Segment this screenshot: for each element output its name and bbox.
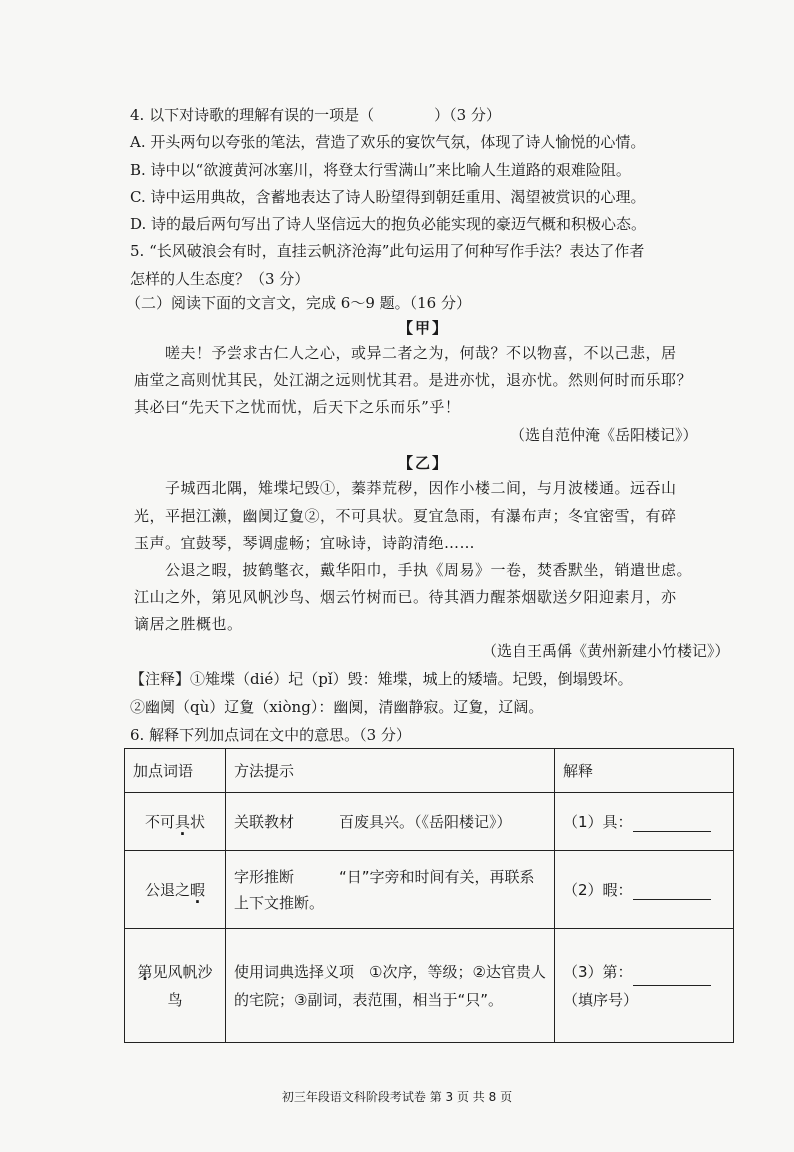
answer-cell[interactable] [555, 793, 734, 851]
table-header-row [125, 749, 734, 793]
header-word: 加点词语 [125, 749, 226, 793]
word-text: 状 [190, 813, 206, 831]
answer-label: （2）暇： [563, 881, 633, 899]
hint-cell: 使用词典选择义项 ①次序，等级；②达官贵人的宅院；③副词，表范围，相当于“只”。 [226, 929, 555, 1043]
table-row [125, 851, 734, 929]
question-6-stem: 6. 解释下列加点词在文中的意思。（3 分） [130, 726, 411, 744]
passage-yi-heading: 【乙】 [398, 454, 450, 472]
annotation-line-2: ②幽阒（qù）辽夐（xiòng）：幽阒，清幽静寂。辽夐，辽阔。 [130, 698, 544, 716]
passage-yi-line: 公退之暇，披鹤氅衣，戴华阳巾，手执《周易》一卷，焚香默坐，销遣世虑。 [134, 561, 693, 579]
answer-label: （1）具： [563, 813, 633, 831]
word-text: 不可 [144, 813, 175, 831]
question-4-option-a: A. 开头两句以夸张的笔法，营造了欢乐的宴饮气氛，体现了诗人愉悦的心情。 [130, 133, 646, 151]
question-5-line-2: 怎样的人生态度？（3 分） [130, 270, 310, 288]
answer-instruction: （填序号） [563, 990, 639, 1009]
word-cell [125, 851, 226, 929]
passage-jia-line: 嗟夫！予尝求古仁人之心，或异二者之为，何哉？不以物喜，不以己悲，居 [134, 344, 677, 362]
page-footer: 初三年段语文科阶段考试卷 第 3 页 共 8 页 [281, 1090, 513, 1104]
passage-jia-line: 其必曰“先天下之忧而忧，后天下之乐而乐”乎！ [134, 398, 461, 416]
answer-label: （3）第： [563, 962, 633, 981]
passage-yi-line: 光，平挹江濑，幽阒辽夐②，不可具状。夏宜急雨，有瀑布声；冬宜密雪，有碎 [134, 507, 677, 525]
answer-blank[interactable] [633, 885, 711, 900]
word-cell [125, 929, 226, 1043]
passage-yi-line: 谪居之胜概也。 [134, 615, 243, 633]
answer-blank[interactable] [633, 817, 711, 832]
header-hint: 方法提示 [226, 749, 555, 793]
question-6-table [124, 748, 734, 1043]
passage-jia-heading: 【甲】 [398, 319, 450, 337]
word-text: 公退之 [144, 881, 190, 899]
question-5-line-1: 5. “长风破浪会有时，直挂云帆济沧海”此句运用了何种写作手法？表达了作者 [130, 242, 645, 260]
section-2-title: （二）阅读下面的文言文，完成 6～9 题。（16 分） [126, 294, 471, 312]
passage-yi-source: （选自王禹偁《黄州新建小竹楼记》） [482, 642, 730, 660]
passage-yi-line: 江山之外，第见风帆沙鸟、烟云竹树而已。待其酒力醒茶烟歇送夕阳迎素月，亦 [134, 588, 677, 606]
answer-cell[interactable] [555, 851, 734, 929]
annotation-line-1: 【注释】①雉堞（dié）圮（pǐ）毁：雉堞，城上的矮墙。圮毁，倒塌毁坏。 [130, 670, 633, 688]
word-text: 见风帆沙鸟 [152, 962, 213, 1009]
dotted-char: 具 [174, 813, 190, 831]
hint-cell: 关联教材 百废具兴。（《岳阳楼记》） [226, 793, 555, 851]
word-cell [125, 793, 226, 851]
passage-yi-line: 玉声。宜鼓琴，琴调虚畅；宜咏诗，诗韵清绝…… [134, 534, 476, 552]
passage-jia-source: （选自范仲淹《岳阳楼记》） [510, 426, 698, 444]
question-4-stem: 4. 以下对诗歌的理解有误的一项是（ ）（3 分） [130, 106, 501, 124]
passage-jia-line: 庙堂之高则忧其民，处江湖之远则忧其君。是进亦忧，退亦忧。然则何时而乐耶？ [134, 371, 693, 389]
table-row [125, 929, 734, 1043]
answer-cell[interactable] [555, 929, 734, 1043]
dotted-char: 暇 [190, 881, 206, 899]
passage-yi-line: 子城西北隅，雉堞圮毁①，蓁莽荒秽，因作小楼二间，与月波楼通。远吞山 [134, 479, 677, 497]
hint-cell: 字形推断 “日”字旁和时间有关，再联系上下文推断。 [226, 851, 555, 929]
answer-blank[interactable] [633, 971, 711, 986]
header-answer: 解释 [555, 749, 734, 793]
question-4-option-c: C. 诗中运用典故，含蓄地表达了诗人盼望得到朝廷重用、渴望被赏识的心理。 [130, 188, 646, 206]
table-row [125, 793, 734, 851]
question-4-option-d: D. 诗的最后两句写出了诗人坚信远大的抱负必能实现的豪迈气概和积极心态。 [130, 215, 647, 233]
dotted-char: 第 [137, 962, 153, 981]
question-4-option-b: B. 诗中以“欲渡黄河冰塞川，将登太行雪满山”来比喻人生道路的艰难险阻。 [130, 161, 631, 179]
